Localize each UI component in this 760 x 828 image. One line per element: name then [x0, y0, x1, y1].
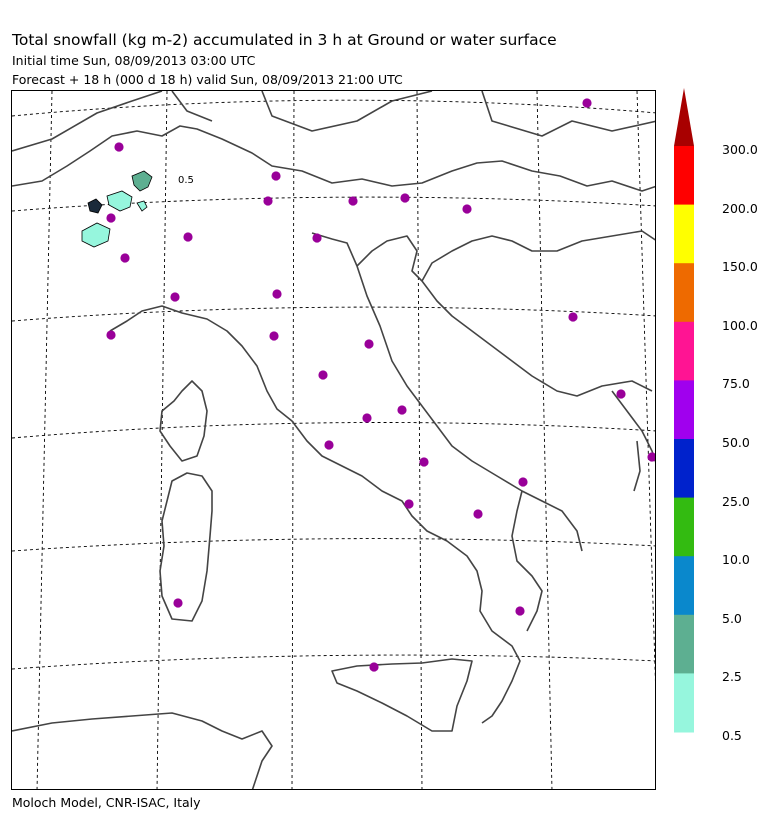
legend-boxes	[674, 146, 694, 733]
station-marker	[397, 405, 406, 414]
station-marker	[369, 662, 378, 671]
legend-box	[674, 556, 694, 615]
legend-label: 300.0	[722, 142, 758, 157]
legend-arrow	[674, 88, 694, 146]
station-marker	[568, 312, 577, 321]
station-marker	[400, 193, 409, 202]
legend-box	[674, 205, 694, 264]
legend-box	[674, 439, 694, 498]
station-marker	[183, 232, 192, 241]
legend-label: 5.0	[722, 610, 742, 626]
legend-box	[674, 146, 694, 205]
station-marker	[106, 213, 115, 222]
color-legend	[674, 88, 754, 748]
station-marker	[263, 196, 272, 205]
legend-label: 200.0	[722, 200, 758, 216]
station-marker	[348, 196, 357, 205]
map-frame	[11, 90, 656, 790]
legend-label: 150.0	[722, 259, 758, 275]
model-credit: Moloch Model, CNR-ISAC, Italy	[12, 795, 201, 810]
station-marker	[364, 339, 373, 348]
map-canvas	[12, 91, 656, 790]
station-marker	[515, 606, 524, 615]
legend-box	[674, 263, 694, 322]
legend-label: 25.0	[722, 493, 750, 509]
station-marker	[269, 331, 278, 340]
legend-label: 10.0	[722, 552, 750, 568]
station-marker	[173, 598, 182, 607]
station-marker	[312, 233, 321, 242]
station-marker	[318, 370, 327, 379]
station-marker	[272, 289, 281, 298]
legend-box	[674, 615, 694, 674]
legend-box	[674, 322, 694, 381]
contour-label: 0.5	[178, 175, 194, 186]
station-marker	[462, 204, 471, 213]
initial-time: Initial time Sun, 08/09/2013 03:00 UTC	[12, 53, 256, 68]
legend-label: 75.0	[722, 376, 750, 392]
legend-label: 100.0	[722, 317, 758, 333]
station-marker	[518, 477, 527, 486]
station-marker	[404, 499, 413, 508]
station-marker	[473, 509, 482, 518]
station-marker	[271, 171, 280, 180]
snowfall-shading	[82, 171, 194, 247]
station-marker	[419, 457, 428, 466]
station-marker	[170, 292, 179, 301]
station-marker	[120, 253, 129, 262]
station-marker	[616, 389, 625, 398]
map-title: Total snowfall (kg m-2) accumulated in 3 h at Ground or water surface	[12, 31, 557, 49]
legend-box	[674, 673, 694, 732]
station-marker	[106, 330, 115, 339]
forecast-valid-time: Forecast + 18 h (000 d 18 h) valid Sun, 08/09/2013 21:00 UTC	[12, 72, 403, 87]
station-marker	[114, 142, 123, 151]
station-marker	[362, 413, 371, 422]
station-marker	[324, 440, 333, 449]
legend-box	[674, 380, 694, 439]
legend-box	[674, 498, 694, 557]
legend-label: 2.5	[722, 669, 742, 685]
legend-label: 0.5	[722, 728, 742, 743]
station-marker	[582, 98, 591, 107]
legend-label: 50.0	[722, 435, 750, 450]
